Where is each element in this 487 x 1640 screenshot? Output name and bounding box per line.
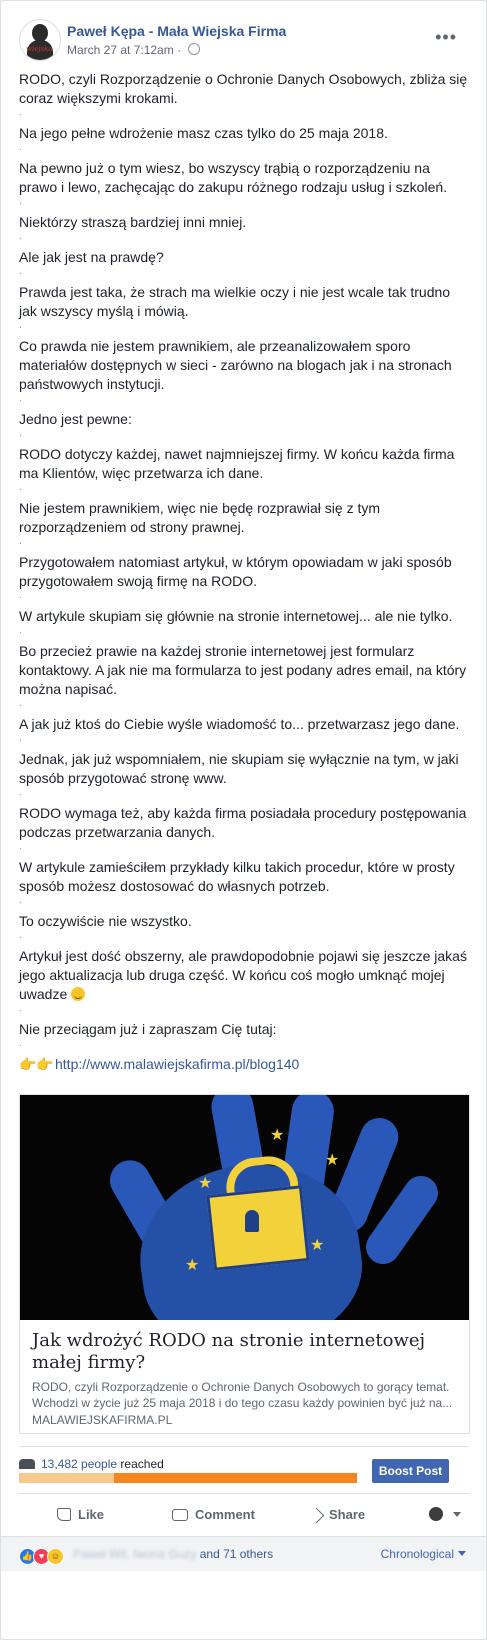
paragraph-separator	[19, 321, 469, 337]
chevron-down-icon[interactable]	[453, 1512, 461, 1517]
paragraph: Prawda jest taka, że strach ma wielkie oczy i nie jest wcale tak trudno jak wszyscy myślą i mówią.	[19, 284, 451, 319]
article-link[interactable]: http://www.malawiejskafirma.pl/blog140	[55, 1056, 300, 1072]
reach-bar	[19, 1473, 357, 1483]
paragraph-separator	[19, 626, 469, 642]
paragraph-separator	[19, 734, 469, 750]
post-meta	[67, 43, 200, 57]
link-description: RODO, czyli Rozporządzenie o Ochronie Danych Osobowych to gorący temat. Wchodzi w życie już 25 maja 2018 i do tego czasu każdy powinien być już na...	[32, 1380, 453, 1410]
paragraph	[19, 947, 469, 1004]
like-reaction-icon: 👍	[19, 1548, 36, 1565]
paragraph: Niektórzy straszą bardziej inni mniej.	[19, 214, 247, 230]
reactor-names[interactable]: Paweł Wit, Iwona Guzy	[73, 1547, 197, 1561]
star-icon: ★	[198, 1175, 213, 1192]
love-reaction-icon: ♥	[33, 1548, 50, 1565]
like-button[interactable]	[57, 1499, 104, 1531]
paragraph: RODO dotyczy każdej, nawet najmniejszej firmy. W końcu każda firma ma Klientów, więc przetwarza ich dane.	[19, 446, 455, 481]
share-button[interactable]	[311, 1499, 365, 1531]
paragraph-separator	[19, 483, 469, 499]
paragraph-separator	[19, 537, 469, 553]
divider	[19, 1446, 469, 1447]
link-preview-card[interactable]	[19, 1094, 470, 1434]
star-icon: ★	[310, 1237, 325, 1254]
pointing-hands-icon: 👉👉	[19, 1056, 54, 1072]
paragraph-separator	[19, 896, 469, 912]
link-domain: MALAWIEJSKAFIRMA.PL	[32, 1413, 173, 1427]
paragraph-separator	[19, 429, 469, 445]
chevron-down-icon	[458, 1551, 466, 1556]
reach-bar-organic	[19, 1473, 114, 1483]
reach-count[interactable]: 13,482 people	[41, 1457, 118, 1471]
thumbs-up-icon	[57, 1508, 71, 1521]
dot-separator: ·	[177, 43, 185, 57]
paragraph: Jedno jest pewne:	[19, 411, 132, 427]
reaction-names[interactable]	[73, 1547, 273, 1561]
paragraph: Co prawda nie jestem prawnikiem, ale przeanalizowałem sporo materiałów dostępnych w sieci - zarówno na blogach jak i na stronach państwowych instytucji.	[19, 338, 452, 392]
boost-post-button[interactable]: Boost Post	[372, 1459, 449, 1483]
paragraph: Na pewno już o tym wiesz, bo wszyscy trąbią o rozporządzeniu na prawo i lewo, zachęcając do zakupu różnego rodzaju usług i szkoleń.	[19, 160, 448, 195]
paragraph-separator	[19, 108, 469, 124]
paragraph: W artykule skupiam się głównie na stronie internetowej... ale nie tylko.	[19, 608, 453, 624]
post-date[interactable]: March 27 at 7:12am	[67, 43, 174, 57]
paragraph-separator	[19, 1039, 469, 1055]
comment-sort-dropdown[interactable]	[381, 1547, 466, 1561]
share-arrow-icon	[309, 1508, 325, 1524]
comment-label: Comment	[195, 1507, 255, 1522]
paragraph-separator	[19, 788, 469, 804]
avatar[interactable]	[19, 19, 61, 61]
more-options-icon[interactable]: •••	[435, 27, 457, 47]
star-icon: ★	[270, 1127, 285, 1144]
paragraph: RODO, czyli Rozporządzenie o Ochronie Danych Osobowych, zbliża się coraz większymi krokami.	[19, 71, 468, 106]
comment-button[interactable]	[172, 1499, 255, 1531]
paragraph-separator	[19, 931, 469, 947]
action-bar	[19, 1499, 469, 1531]
paragraph: A jak już ktoś do Ciebie wyśle wiadomość to... przetwarzasz jego dane.	[19, 716, 460, 732]
divider	[19, 1493, 469, 1494]
link-paragraph	[19, 1055, 469, 1074]
paragraph: W artykule zamieściłem przykłady kilku takich procedur, które w prosty sposób możesz dostosować do własnych potrzeb.	[19, 859, 455, 894]
paragraph-separator	[19, 143, 469, 159]
post-text	[19, 70, 469, 1074]
paragraph-separator	[19, 394, 469, 410]
share-label: Share	[329, 1507, 366, 1522]
globe-icon[interactable]	[188, 43, 200, 55]
paragraph: Nie jestem prawnikiem, więc nie będę rozprawiał się z tym rozporządzeniem od strony prawnej.	[19, 500, 381, 535]
haha-reaction-icon: ☺	[47, 1548, 64, 1565]
avatar-mark: wiejska	[26, 45, 53, 53]
author-name[interactable]: Paweł Kępa - Mała Wiejska Firma	[67, 23, 287, 39]
paragraph-separator	[19, 842, 469, 858]
reach-summary	[19, 1457, 164, 1471]
keyhole-shape	[245, 1210, 259, 1232]
paragraph: Przygotowałem natomiast artykuł, w którym opowiadam w jaki sposób przygotowałem swoją firmę na RODO.	[19, 554, 452, 589]
paragraph: Jednak, jak już wspomniałem, nie skupiam się wyłącznie na tym, w jaki sposób przygotować stronę www.	[19, 751, 459, 786]
paragraph: RODO wymaga też, aby każda firma posiadała procedury postępowania podczas przetwarzania danych.	[19, 805, 467, 840]
people-icon	[19, 1459, 35, 1469]
paragraph: Nie przeciągam już i zapraszam Cię tutaj:	[19, 1021, 277, 1037]
smile-emoji-icon	[71, 987, 85, 1001]
paragraph: Bo przecież prawie na każdej stronie internetowej jest formularz kontaktowy. A jak nie ma formularza to jest podany adres email, na który można napisać.	[19, 643, 467, 697]
paragraph: Ale jak jest na prawdę?	[19, 249, 164, 265]
paragraph-separator	[19, 699, 469, 715]
paragraph-separator	[19, 197, 469, 213]
star-icon: ★	[325, 1152, 340, 1169]
post-header	[19, 19, 469, 63]
star-icon: ★	[185, 1257, 200, 1274]
reaction-others[interactable]: and 71 others	[199, 1547, 274, 1561]
paragraph-separator	[19, 232, 469, 248]
paragraph: To oczywiście nie wszystko.	[19, 913, 192, 929]
reaction-icons[interactable]	[19, 1546, 61, 1562]
link-preview-image[interactable]	[20, 1095, 469, 1320]
reactions-bar	[1, 1536, 486, 1571]
paragraph-text: Artykuł jest dość obszerny, ale prawdopodobnie pojawi się jeszcze jakaś jego aktualizacja lub druga część. W końcu coś mogło umknąć mojej uwadze	[19, 948, 467, 1002]
paragraph-separator	[19, 591, 469, 607]
paragraph-separator	[19, 267, 469, 283]
paragraph: Na jego pełne wdrożenie masz czas tylko do 25 maja 2018.	[19, 125, 388, 141]
like-label: Like	[78, 1507, 105, 1522]
sort-label: Chronological	[380, 1547, 454, 1561]
link-title[interactable]: Jak wdrożyć RODO na stronie internetowej małej firmy?	[32, 1330, 426, 1373]
post-as-avatar[interactable]	[429, 1507, 443, 1521]
reach-suffix: reached	[120, 1457, 164, 1471]
comment-icon	[172, 1509, 188, 1521]
paragraph-separator	[19, 1004, 469, 1020]
